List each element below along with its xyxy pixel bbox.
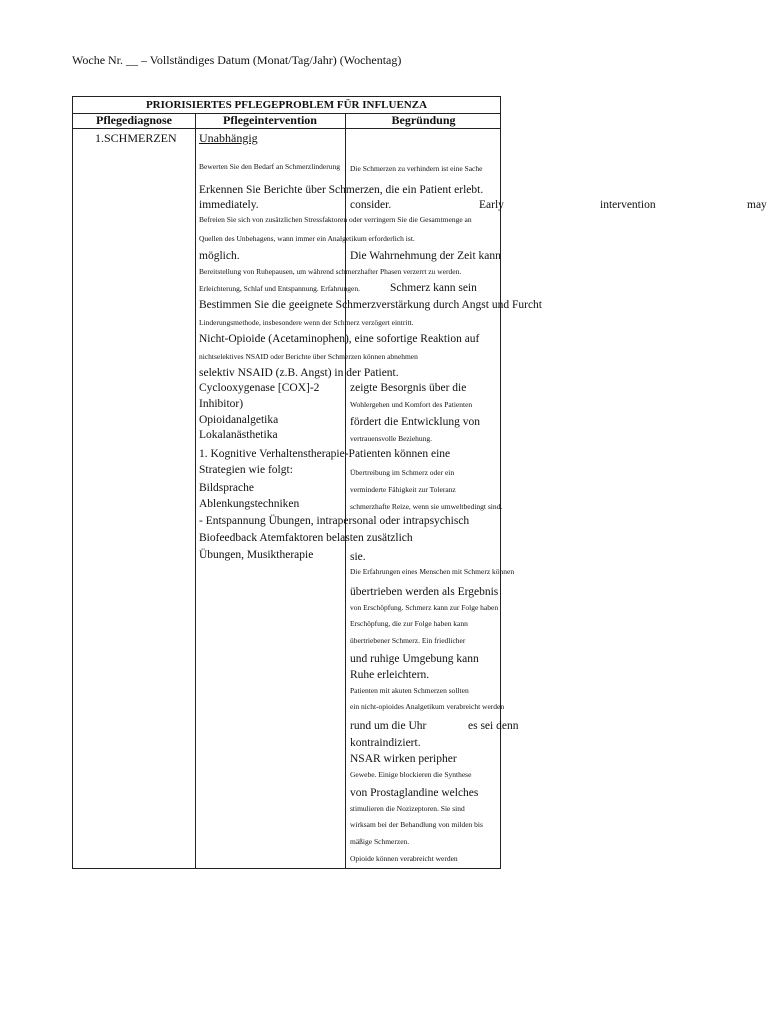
intervention-line: Bildsprache [199, 482, 254, 494]
intervention-line: Befreien Sie sich von zusätzlichen Stressfaktoren oder verringern Sie die Gesamtmenge an [199, 215, 472, 224]
rationale-line: Die Erfahrungen eines Menschen mit Schmerz können [350, 567, 515, 576]
rationale-line: Übertreibung im Schmerz oder ein [350, 468, 455, 477]
intervention-line: Unabhängig [199, 131, 258, 145]
rationale-line: Patienten mit akuten Schmerzen sollten [350, 686, 469, 695]
intervention-line: Strategien wie folgt: [199, 464, 293, 476]
intervention-line: nichtselektives NSAID oder Berichte über Schmerzen können abnehmen [199, 352, 418, 361]
table-header-row [73, 113, 500, 129]
rationale-line: verminderte Fähigkeit zur Toleranz [350, 485, 456, 494]
rationale-line: mäßige Schmerzen. [350, 837, 410, 846]
intervention-line: immediately. [199, 199, 259, 211]
rationale-line: Erschöpfung, die zur Folge haben kann [350, 619, 468, 628]
rationale-line: ein nicht-opioides Analgetikum verabreicht werden [350, 702, 505, 711]
intervention-line: Bewerten Sie den Bedarf an Schmerzlinderung [199, 162, 340, 171]
rationale-line: schmerzhafte Reize, wenn sie umweltbedingt sind. [350, 502, 503, 511]
diagnosis-label: 1.SCHMERZEN [95, 131, 177, 145]
intervention-line: Bestimmen Sie die geeignete Schmerzverstärkung durch Angst und Furcht [199, 299, 543, 311]
intervention-line: - Entspannung Übungen, intrapersonal oder intrapsychisch [199, 515, 470, 527]
intervention-line: Quellen des Unbehagens, wann immer ein Analgetikum erforderlich ist. [199, 234, 415, 243]
rationale-line: Die Schmerzen zu verhindern ist eine Sache [350, 164, 483, 173]
rationale-line: und ruhige Umgebung kann [350, 653, 479, 665]
intervention-line: Erkennen Sie Berichte über Schmerzen, die ein Patient erlebt. [199, 184, 484, 196]
rationale-line: sie. [350, 551, 366, 563]
rationale-line: fördert die Entwicklung von [350, 416, 480, 428]
intervention-line: möglich. [199, 250, 240, 262]
column-header-rationale: Begründung [391, 113, 456, 127]
rationale-line: Schmerz kann sein [390, 282, 477, 294]
rationale-line: von Prostaglandine welches [350, 787, 479, 799]
rationale-line: Gewebe. Einige blockieren die Synthese [350, 770, 472, 779]
rationale-line: Die Wahrnehmung der Zeit kann [350, 250, 501, 262]
rationale-line: NSAR wirken peripher [350, 753, 457, 765]
rationale-line: intervention [600, 199, 656, 211]
table-title: PRIORISIERTES PFLEGEPROBLEM FÜR INFLUENZA [73, 97, 500, 114]
intervention-line: Opioidanalgetika [199, 414, 279, 426]
intervention-line: Nicht-Opioide (Acetaminophen), eine sofortige Reaktion auf [199, 333, 480, 345]
rationale-line: Ruhe erleichtern. [350, 669, 430, 681]
column-divider [195, 113, 196, 868]
rationale-line: stimulieren die Nozizeptoren. Sie sind [350, 804, 465, 813]
column-header-diagnosis: Pflegediagnose [96, 113, 172, 127]
page-header: Woche Nr. __ – Vollständiges Datum (Monat/Tag/Jahr) (Wochentag) [72, 53, 402, 67]
rationale-line: übertrieben werden als Ergebnis [350, 586, 499, 598]
rationale-line: von Erschöpfung. Schmerz kann zur Folge haben [350, 603, 499, 612]
intervention-line: Ablenkungstechniken [199, 498, 300, 510]
rationale-line: consider. [350, 199, 392, 211]
intervention-line: Bereitstellung von Ruhepausen, um während schmerzhafter Phasen verzerrt zu werden. [199, 267, 462, 276]
rationale-line: es sei denn [468, 720, 519, 732]
column-header-intervention: Pflegeintervention [223, 113, 317, 127]
intervention-line: Linderungsmethode, insbesondere wenn der Schmerz verzögert eintritt. [199, 318, 414, 327]
rationale-line: kontraindiziert. [350, 737, 421, 749]
intervention-line: Biofeedback Atemfaktoren belasten zusätzlich [199, 532, 413, 544]
intervention-line: selektiv NSAID (z.B. Angst) in der Patient. [199, 367, 399, 379]
rationale-line: Wohlergehen und Komfort des Patienten [350, 400, 473, 409]
column-divider [345, 113, 346, 868]
care-plan-table [72, 96, 767, 869]
rationale-line: wirksam bei der Behandlung von milden bis [350, 820, 483, 829]
rationale-line: Opioide können verabreicht werden [350, 854, 458, 863]
intervention-line: Übungen, Musiktherapie [199, 549, 314, 561]
intervention-line: Erleichterung, Schlaf und Entspannung. Erfahrungen. [199, 284, 360, 293]
rationale-line: Early [479, 199, 504, 211]
rationale-line: rund um die Uhr [350, 720, 427, 732]
rationale-line: may [747, 199, 767, 211]
intervention-line: 1. Kognitive Verhaltenstherapie-Patienten können eine [199, 448, 451, 460]
rationale-line: übertriebener Schmerz. Ein friedlicher [350, 636, 466, 645]
intervention-line: Lokalanästhetika [199, 429, 278, 441]
rationale-line: zeigte Besorgnis über die [350, 382, 467, 394]
intervention-line: Inhibitor) [199, 398, 244, 410]
rationale-line: vertrauensvolle Beziehung. [350, 434, 433, 443]
intervention-line: Cyclooxygenase [COX]-2 [199, 382, 320, 394]
